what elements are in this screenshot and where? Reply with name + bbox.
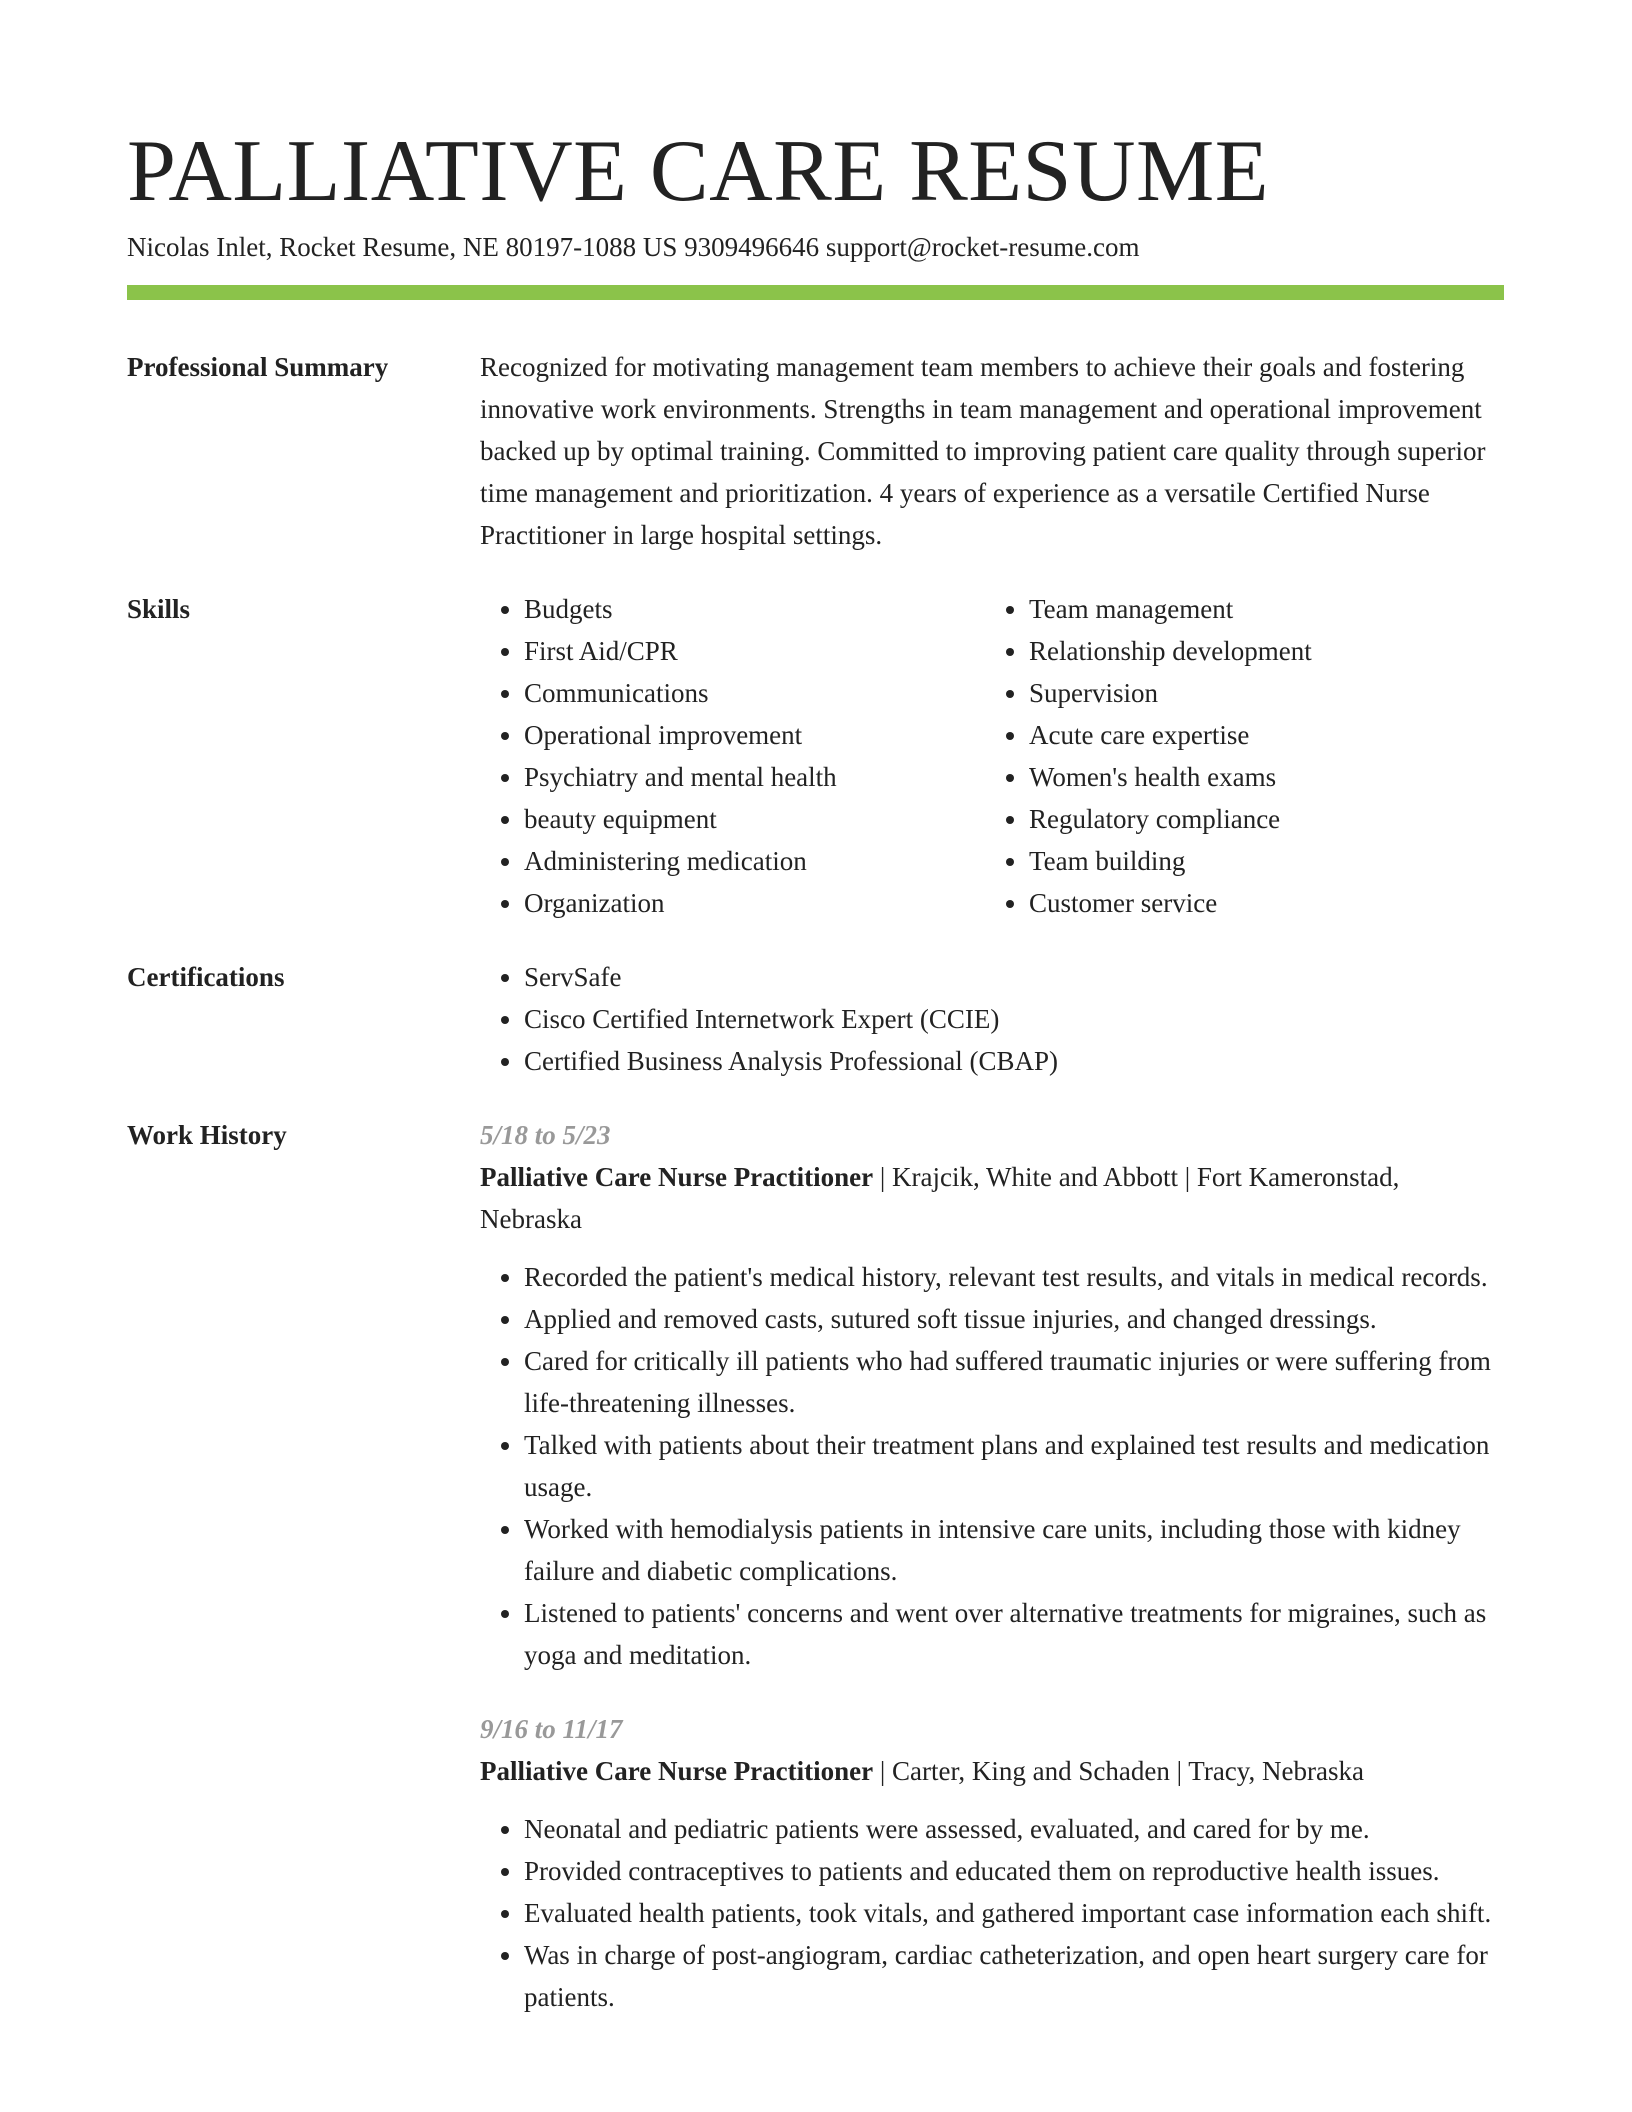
skill-item: • Organization (524, 882, 985, 924)
job-bullet: • Was in charge of post-angiogram, cardiac catheterization, and open heart surgery care for patients. (524, 1934, 1504, 2018)
skill-item: • Acute care expertise (1029, 714, 1490, 756)
job-heading-line (480, 1156, 1504, 1240)
skill-item: • Regulatory compliance (1029, 798, 1490, 840)
summary-text: Recognized for motivating management team members to achieve their goals and fostering innovative work environments. Strengths in team management and operational improvement backed up by optimal training. Committed to improving patient care quality through superior time management and prioritization. 4 years of experience as a versatile Certified Nurse Practitioner in large hospital settings. (480, 352, 1486, 550)
skill-item: • Administering medication (524, 840, 985, 882)
skills-list-right (985, 588, 1490, 924)
job-details: | Carter, King and Schaden | Tracy, Nebraska (873, 1756, 1364, 1786)
resume-page (127, 124, 1504, 2018)
skill-item: • Relationship development (1029, 630, 1490, 672)
job-heading-line (480, 1750, 1504, 1792)
skill-item: • Team management (1029, 588, 1490, 630)
skill-item: • Supervision (1029, 672, 1490, 714)
job-bullet: • Evaluated health patients, took vitals, and gathered important case information each shift. (524, 1892, 1504, 1934)
skills-heading: Skills (127, 594, 191, 624)
skill-item: • Team building (1029, 840, 1490, 882)
job-bullet: • Listened to patients' concerns and went over alternative treatments for migraines, such as yoga and meditation. (524, 1592, 1504, 1676)
work-history-body (480, 1114, 1504, 2018)
header-accent-rule (127, 285, 1504, 300)
job-entry (480, 1114, 1504, 1676)
certifications-list (480, 956, 1504, 1082)
job-bullet: • Provided contraceptives to patients and educated them on reproductive health issues. (524, 1850, 1504, 1892)
certifications-section (127, 956, 1504, 1082)
job-bullet: • Talked with patients about their treatment plans and explained test results and medication usage. (524, 1424, 1504, 1508)
job-bullet: • Recorded the patient's medical history, relevant test results, and vitals in medical records. (524, 1256, 1504, 1298)
job-title: Palliative Care Nurse Practitioner (480, 1756, 874, 1786)
skill-item: • First Aid/CPR (524, 630, 985, 672)
certifications-heading: Certifications (127, 962, 285, 992)
job-entry (480, 1708, 1504, 2018)
job-details: | Krajcik, White and Abbott | Fort Kameronstad, Nebraska (480, 1162, 1400, 1234)
work-history-heading: Work History (127, 1120, 287, 1150)
summary-heading: Professional Summary (127, 352, 389, 382)
job-dates: 9/16 to 11/17 (480, 1714, 623, 1744)
job-bullet: • Neonatal and pediatric patients were assessed, evaluated, and cared for by me. (524, 1808, 1504, 1850)
resume-title: PALLIATIVE CARE RESUME (127, 123, 1270, 220)
skill-item: • Communications (524, 672, 985, 714)
work-history-section (127, 1114, 1504, 2018)
job-bullet: • Applied and removed casts, sutured soft tissue injuries, and changed dressings. (524, 1298, 1504, 1340)
skill-item: • Customer service (1029, 882, 1490, 924)
skill-item: • Psychiatry and mental health (524, 756, 985, 798)
job-bullets (480, 1808, 1504, 2018)
skills-column-right (985, 588, 1490, 924)
certification-item: • Certified Business Analysis Professional (CBAP) (524, 1040, 1504, 1082)
skills-list-left (480, 588, 985, 924)
skills-columns (480, 588, 1504, 924)
contact-email: support@rocket-resume.com (825, 232, 1140, 262)
skill-item: • Budgets (524, 588, 985, 630)
certification-item: • Cisco Certified Internetwork Expert (CCIE) (524, 998, 1504, 1040)
summary-section (127, 346, 1504, 556)
contact-line (127, 230, 1504, 264)
skills-column-left (480, 588, 985, 924)
job-bullet: • Worked with hemodialysis patients in intensive care units, including those with kidney failure and diabetic complications. (524, 1508, 1504, 1592)
certifications-body (480, 956, 1504, 1082)
job-dates: 5/18 to 5/23 (480, 1120, 611, 1150)
skill-item: • beauty equipment (524, 798, 985, 840)
job-title: Palliative Care Nurse Practitioner (480, 1162, 874, 1192)
skills-section (127, 588, 1504, 924)
job-bullets (480, 1256, 1504, 1676)
contact-address: Nicolas Inlet, Rocket Resume, NE 80197-1088 US (127, 232, 678, 262)
contact-phone: 9309496646 (684, 232, 820, 262)
certification-item: • ServSafe (524, 956, 1504, 998)
skill-item: • Operational improvement (524, 714, 985, 756)
skill-item: • Women's health exams (1029, 756, 1490, 798)
job-bullet: • Cared for critically ill patients who had suffered traumatic injuries or were suffering from life-threatening illnesses. (524, 1340, 1504, 1424)
